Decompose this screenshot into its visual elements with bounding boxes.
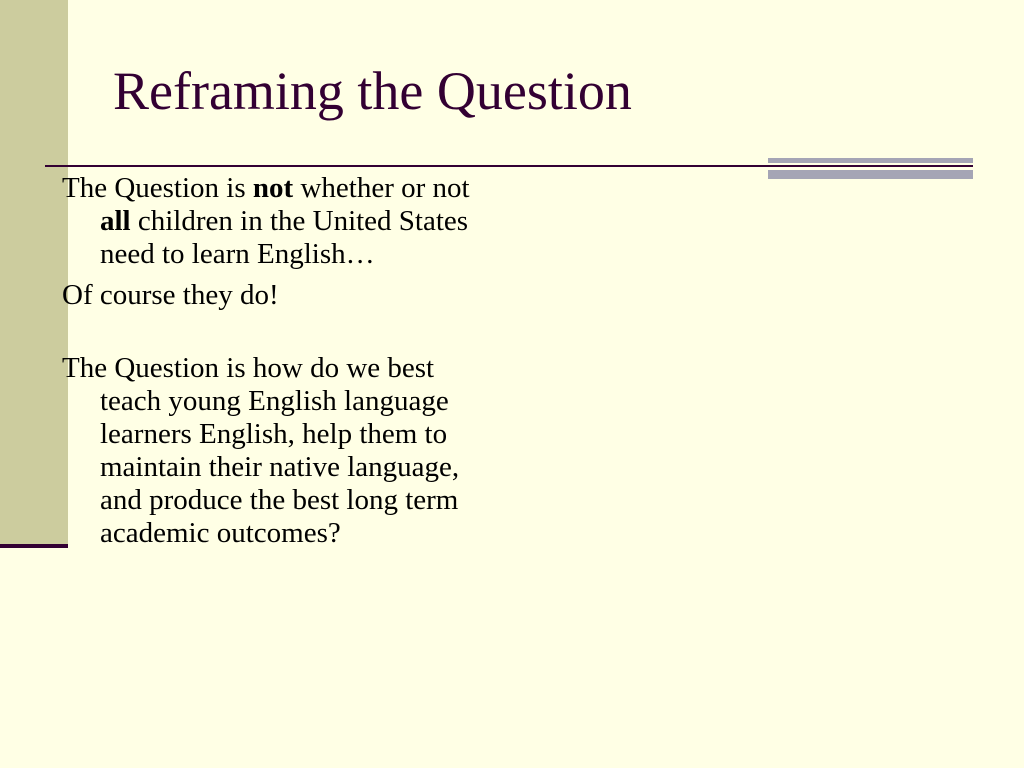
slide-title: Reframing the Question xyxy=(113,61,632,121)
left-divider-rule xyxy=(0,544,68,548)
accent-bar-top-stripe xyxy=(768,158,973,163)
paragraph-1-bold-not: not xyxy=(252,172,294,204)
paragraph-of-course: Of course they do! xyxy=(62,279,279,311)
paragraph-question-how: The Question is how do we best teach young English language learners English, help them to maintain their native language, and produce the best long term academic outcomes? xyxy=(62,352,460,549)
slide-body xyxy=(62,172,502,550)
left-decorative-bar xyxy=(0,0,68,546)
paragraph-1-bold-all: all xyxy=(100,205,131,237)
paragraph-1-part-3: children in the United States need to learn English… xyxy=(100,205,469,270)
paragraph-question-not xyxy=(62,172,502,271)
paragraph-1-part-1: The Question is xyxy=(62,172,253,204)
accent-bar-bottom-stripe xyxy=(768,170,973,179)
paragraph-1-part-2: whether or not xyxy=(293,172,470,204)
accent-bar xyxy=(768,158,973,180)
